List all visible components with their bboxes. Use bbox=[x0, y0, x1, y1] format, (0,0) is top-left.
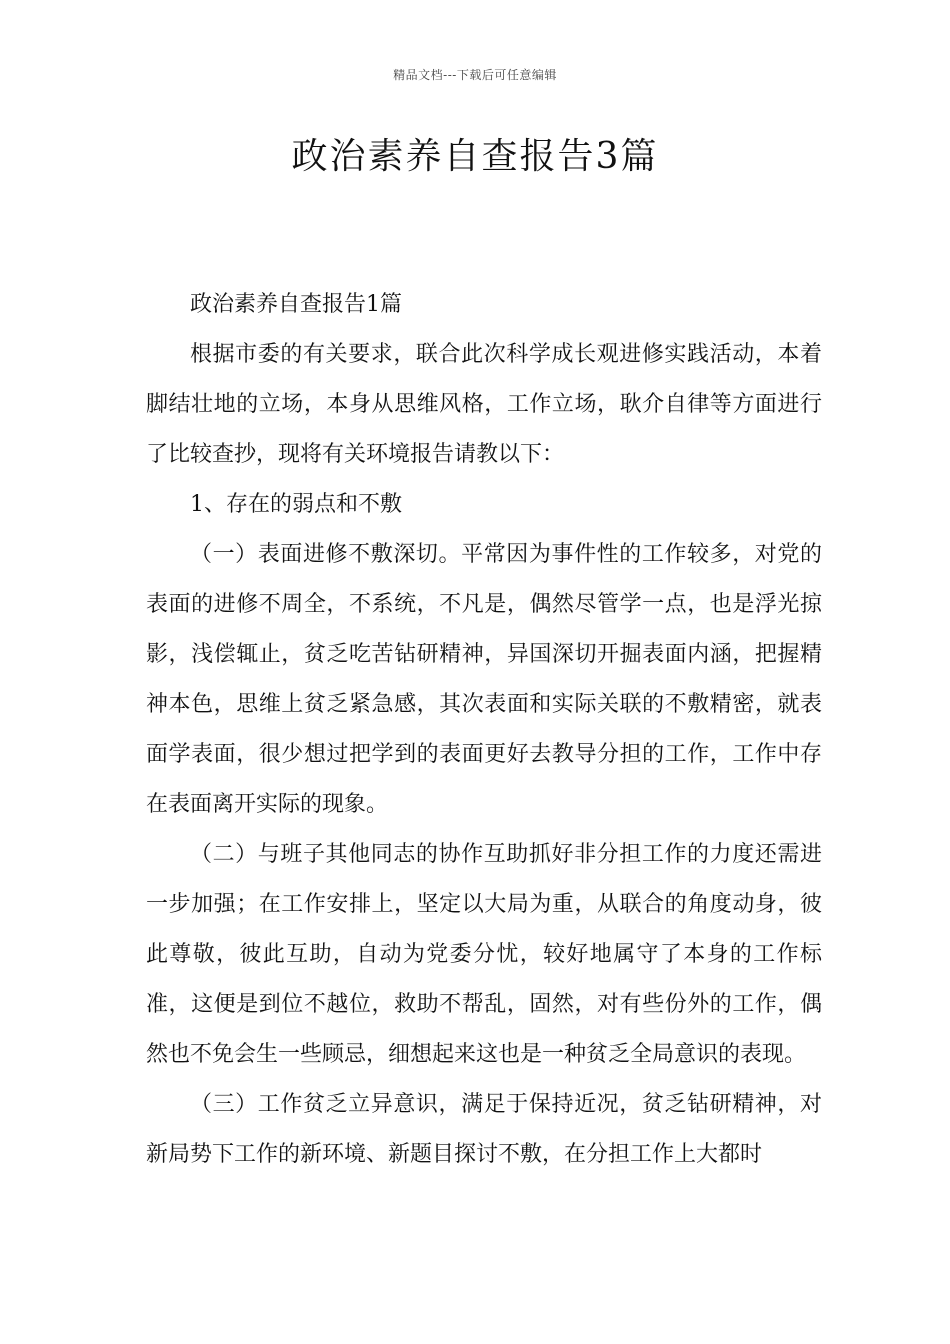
subsection-heading: 1、存在的弱点和不敷 bbox=[190, 492, 402, 517]
header-note: 精品文档---下载后可任意编辑 bbox=[393, 68, 557, 82]
document-body bbox=[146, 280, 822, 1180]
section-heading: 政治素养自查报告1篇 bbox=[190, 292, 402, 317]
document-title: 政治素养自查报告3篇 bbox=[291, 136, 659, 177]
body-paragraph: （二）与班子其他同志的协作互助抓好非分担工作的力度还需进一步加强；在工作安排上，坚定以大局为重，从联合的角度动身，彼此尊敬，彼此互助，自动为党委分忧，较好地属守了本身的工作标准，这便是到位不越位，救助不帮乱，固然，对有些份外的工作，偶然也不免会生一些顾忌，细想起来这也是一种贫乏全局意识的表现。 bbox=[146, 842, 822, 1067]
body-paragraph: （一）表面进修不敷深切。平常因为事件性的工作较多，对党的表面的进修不周全，不系统，不凡是，偶然尽管学一点，也是浮光掠影，浅偿辄止，贫乏吃苦钻研精神，异国深切开掘表面内涵，把握精神本色，思维上贫乏紧急感，其次表面和实际关联的不敷精密，就表面学表面，很少想过把学到的表面更好去教导分担的工作，工作中存在表面离开实际的现象。 bbox=[146, 542, 822, 817]
body-paragraph: （三）工作贫乏立异意识，满足于保持近况，贫乏钻研精神，对新局势下工作的新环境、新题目探讨不敷，在分担工作上大都时 bbox=[146, 1092, 822, 1167]
body-paragraph: 根据市委的有关要求，联合此次科学成长观进修实践活动，本着脚结壮地的立场，本身从思维风格，工作立场，耿介自律等方面进行了比较查抄，现将有关环境报告请教以下： bbox=[146, 342, 822, 467]
